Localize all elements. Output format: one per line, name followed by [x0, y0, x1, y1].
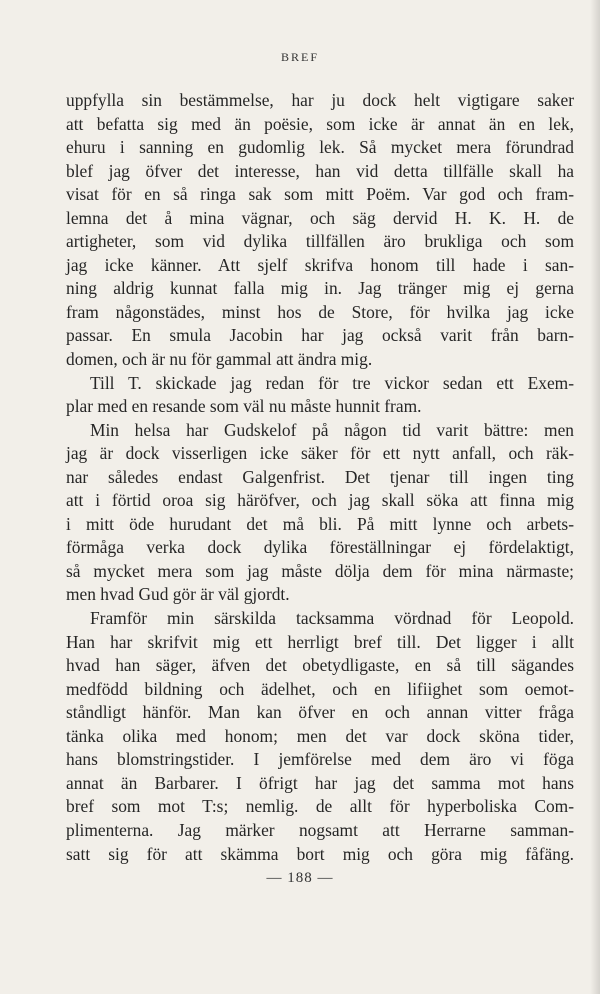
text-line: blef jag öfver det interesse, han vid detta tillfälle skall ha: [66, 160, 574, 181]
running-header: BREF: [280, 50, 319, 64]
text-line: jag är dock visserligen icke säker för ett nytt anfall, och räk-: [66, 443, 574, 464]
text-line: ståndligt hänför. Man kan öfver en och annan vitter fråga: [66, 702, 574, 723]
text-line: Till T. skickade jag redan för tre vickor sedan ett Exem-: [90, 372, 574, 393]
text-line: plimenterna. Jag märker nogsamt att Herrarne samman-: [66, 819, 574, 840]
text-line: domen, och är nu för gammal att ändra mig.: [66, 349, 373, 370]
text-line: så mycket mera som jag måste dölja dem för mina närmaste;: [66, 560, 574, 581]
body-text: [66, 89, 574, 866]
text-line: bref som mot T:s; nemlig. de allt för hyperboliska Com-: [66, 796, 574, 817]
text-line: hvad han säger, äfven det obetydligaste, en så till sägandes: [66, 655, 574, 676]
page-number: — 188 —: [266, 870, 334, 886]
text-line: nar således endast Galgenfrist. Det tjenar till ingen ting: [66, 466, 574, 487]
text-line: ning aldrig kunnat falla mig in. Jag tränger mig ej gerna: [66, 278, 574, 299]
text-line: Min helsa har Gudskelof på någon tid varit bättre: men: [90, 419, 574, 440]
text-line: hans blomstringstider. I jemförelse med dem äro vi föga: [66, 749, 574, 770]
text-line: satt sig för att skämma bort mig och göra mig fåfäng.: [66, 843, 574, 864]
text-line: att i förtid oroa sig häröfver, och jag skall söka att finna mig: [66, 490, 574, 511]
text-line: fram någonstädes, minst hos de Store, för hvilka jag icke: [66, 301, 574, 322]
text-line: men hvad Gud gör är väl gjordt.: [66, 584, 290, 605]
text-line: Han har skrifvit mig ett herrligt bref till. Det ligger i allt: [66, 631, 574, 652]
text-line: att befatta sig med än poësie, som icke är annat än en lek,: [66, 113, 574, 134]
text-line: passar. En smula Jacobin har jag också varit från barn-: [66, 325, 574, 346]
text-line: visat för en så ringa sak som mitt Poëm. Var god och fram-: [66, 184, 574, 205]
text-line: lemna det å mina vägnar, och säg dervid H. K. H. de: [66, 207, 574, 228]
text-line: medfödd bildning och ädelhet, och en lifiighet som oemot-: [66, 678, 574, 699]
text-line: plar med en resande som väl nu måste hunnit fram.: [66, 396, 422, 417]
text-line: Framför min särskilda tacksamma vördnad för Leopold.: [90, 608, 574, 629]
page-edge-shadow: [590, 0, 600, 994]
text-line: annat än Barbarer. I öfrigt har jag det samma mot hans: [66, 772, 574, 793]
text-line: uppfylla sin bestämmelse, har ju dock helt vigtigare saker: [66, 90, 574, 110]
text-line: artigheter, som vid dylika tillfällen äro brukliga och som: [66, 231, 574, 252]
text-line: ehuru i sanning en gudomlig lek. Så mycket mera förundrad: [66, 137, 574, 158]
text-line: tänka olika med honom; men det var dock sköna tider,: [66, 725, 574, 746]
text-line: jag icke känner. Att sjelf skrifva honom till hade i san-: [66, 254, 574, 275]
text-line: förmåga verka dock dylika föreställningar ej fördelaktigt,: [66, 537, 574, 558]
text-line: i mitt öde hurudant det må bli. På mitt lynne och arbets-: [66, 513, 574, 534]
